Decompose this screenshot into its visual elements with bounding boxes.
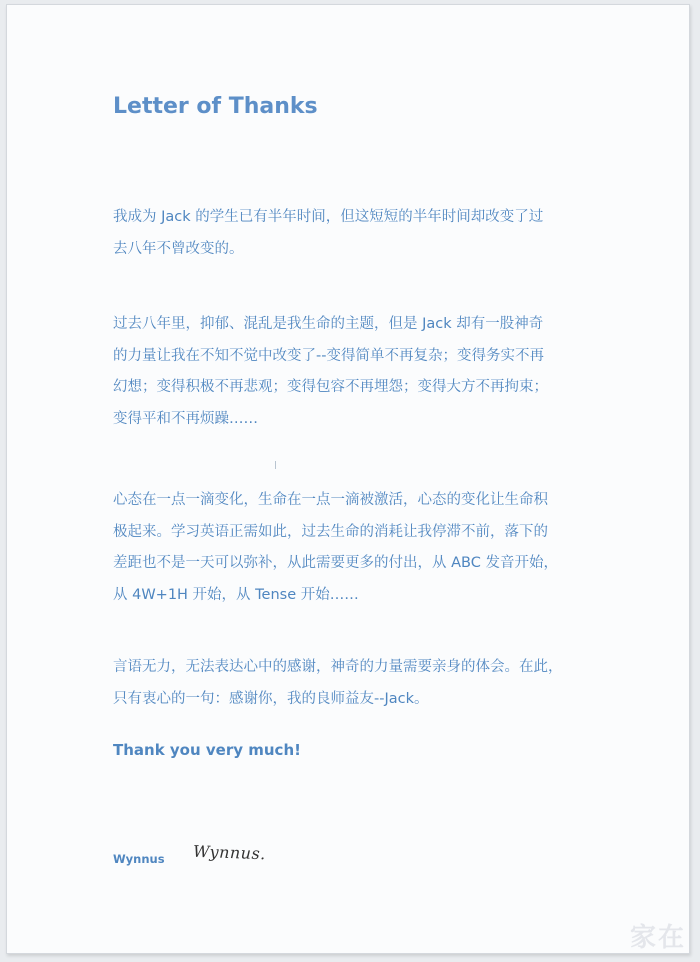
letter-page bbox=[6, 4, 690, 954]
closing-line: Thank you very much! bbox=[113, 741, 301, 759]
paragraph-4: 言语无力，无法表达心中的感谢，神奇的力量需要亲身的体会。在此， 只有衷心的一句：感谢你，我的良师益友--Jack。 bbox=[113, 659, 563, 707]
paragraph-1: 我成为 Jack 的学生已有半年时间，但这短短的半年时间却改变了过 去八年不曾改变的。 bbox=[113, 209, 544, 257]
paragraph-2: 过去八年里，抑郁、混乱是我生命的主题，但是 Jack 却有一股神奇 的力量让我在不知不觉中改变了--变得简单不再复杂；变得务实不再 幻想；变得积极不再悲观；变得包容不再埋怨；变得大方不再拘束； 变得平和不再烦躁…… bbox=[113, 316, 548, 427]
paragraph-3: 心态在一点一滴变化，生命在一点一滴被激活，心态的变化让生命积 极起来。学习英语正需如此，过去生命的消耗让我停滞不前，落下的 差距也不是一天可以弥补，从此需要更多的付出，从 ABC 发音开始， 从 4W+1H 开始，从 Tense 开始…… bbox=[113, 492, 558, 603]
printed-signature: Wynnus bbox=[113, 852, 165, 866]
letter-title: Letter of Thanks bbox=[113, 94, 318, 119]
paper-speck bbox=[275, 461, 276, 469]
handwritten-signature: Wynnus. bbox=[192, 841, 267, 864]
watermark-logo: 家在 bbox=[629, 923, 686, 953]
